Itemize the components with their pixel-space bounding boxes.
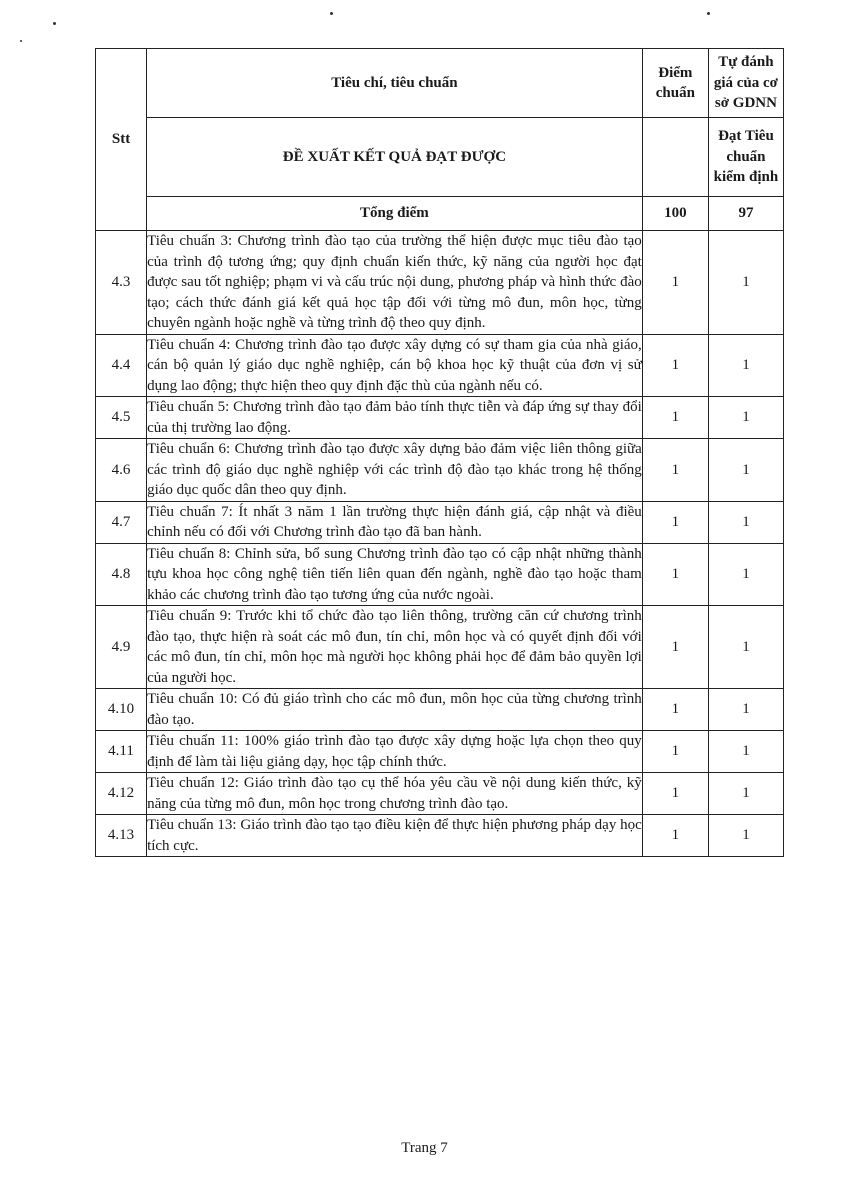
table-row bbox=[96, 731, 784, 773]
scan-speck bbox=[330, 12, 333, 15]
page-number: Trang 7 bbox=[401, 1140, 448, 1156]
row-self-score: 1 bbox=[708, 231, 783, 335]
row-self-score: 1 bbox=[708, 773, 783, 815]
criteria-rows bbox=[96, 231, 784, 857]
scan-speck bbox=[707, 12, 710, 15]
row-standard-score: 1 bbox=[642, 815, 708, 857]
table-row bbox=[96, 689, 784, 731]
table-row bbox=[96, 397, 784, 439]
row-standard-score: 1 bbox=[642, 397, 708, 439]
table-row bbox=[96, 606, 784, 689]
row-self-score: 1 bbox=[708, 334, 783, 397]
scan-speck bbox=[20, 40, 22, 42]
row-stt: 4.10 bbox=[96, 689, 147, 731]
row-stt: 4.3 bbox=[96, 231, 147, 335]
header-standard-score: Điểm chuẩn bbox=[642, 49, 708, 118]
row-criterion-text: Tiêu chuẩn 4: Chương trình đào tạo được xây dựng có sự tham gia của nhà giáo, cán bộ quản lý giáo dục nghề nghiệp, cán bộ khoa học kỹ thuật của đơn vị sử dụng lao động; thực hiện theo quy định đặc thù của ngành nếu có. bbox=[147, 334, 643, 397]
row-criterion-text: Tiêu chuẩn 12: Giáo trình đào tạo cụ thể hóa yêu cầu về nội dung kiến thức, kỹ năng của từng mô đun, môn học trong chương trình đào tạo. bbox=[147, 773, 643, 815]
header-self-assessment: Tự đánh giá của cơ sở GDNN bbox=[708, 49, 783, 118]
row-standard-score: 1 bbox=[642, 334, 708, 397]
row-standard-score: 1 bbox=[642, 501, 708, 543]
row-criterion-text: Tiêu chuẩn 10: Có đủ giáo trình cho các mô đun, môn học của từng chương trình đào tạo. bbox=[147, 689, 643, 731]
row-criterion-text: Tiêu chuẩn 8: Chỉnh sửa, bổ sung Chương trình đào tạo có cập nhật những thành tựu khoa học công nghệ tiên tiến liên quan đến ngành, nghề đào tạo hoặc tham khảo các chương trình đào tạo tương ứng của nước ngoài. bbox=[147, 543, 643, 606]
row-self-score: 1 bbox=[708, 606, 783, 689]
table-row bbox=[96, 773, 784, 815]
row-self-score: 1 bbox=[708, 501, 783, 543]
total-self-score: 97 bbox=[708, 197, 783, 231]
row-standard-score: 1 bbox=[642, 439, 708, 502]
row-stt: 4.13 bbox=[96, 815, 147, 857]
row-criterion-text: Tiêu chuẩn 6: Chương trình đào tạo được xây dựng bảo đảm việc liên thông giữa các trình độ giáo dục nghề nghiệp với các trình độ đào tạo khác trong hệ thống giáo dục quốc dân theo quy định. bbox=[147, 439, 643, 502]
row-stt: 4.12 bbox=[96, 773, 147, 815]
header-empty-cell bbox=[642, 118, 708, 197]
row-stt: 4.7 bbox=[96, 501, 147, 543]
table-row bbox=[96, 501, 784, 543]
row-self-score: 1 bbox=[708, 397, 783, 439]
total-label: Tổng điểm bbox=[147, 197, 643, 231]
scan-speck bbox=[53, 22, 56, 25]
row-standard-score: 1 bbox=[642, 231, 708, 335]
row-self-score: 1 bbox=[708, 439, 783, 502]
header-proposal: ĐỀ XUẤT KẾT QUẢ ĐẠT ĐƯỢC bbox=[147, 118, 643, 197]
row-stt: 4.6 bbox=[96, 439, 147, 502]
row-standard-score: 1 bbox=[642, 606, 708, 689]
row-stt: 4.5 bbox=[96, 397, 147, 439]
row-stt: 4.9 bbox=[96, 606, 147, 689]
row-criterion-text: Tiêu chuẩn 3: Chương trình đào tạo của trường thể hiện được mục tiêu đào tạo của trình độ tương ứng; quy định chuẩn kiến thức, kỹ năng của người học đạt được sau tốt nghiệp; phạm vi và cấu trúc nội dung, phương pháp và hình thức đào tạo; cách thức đánh giá kết quả học tập đối với từng mô đun, môn học, từng chuyên ngành hoặc nghề và từng trình độ theo quy định. bbox=[147, 231, 643, 335]
table-row bbox=[96, 334, 784, 397]
row-criterion-text: Tiêu chuẩn 5: Chương trình đào tạo đảm bảo tính thực tiễn và đáp ứng sự thay đổi của thị trường lao động. bbox=[147, 397, 643, 439]
row-stt: 4.4 bbox=[96, 334, 147, 397]
row-standard-score: 1 bbox=[642, 543, 708, 606]
row-criterion-text: Tiêu chuẩn 13: Giáo trình đào tạo tạo điều kiện để thực hiện phương pháp dạy học tích cực. bbox=[147, 815, 643, 857]
row-criterion-text: Tiêu chuẩn 7: Ít nhất 3 năm 1 lần trường thực hiện đánh giá, cập nhật và điều chỉnh nếu có đối với Chương trình đào tạo đã ban hành. bbox=[147, 501, 643, 543]
total-standard-score: 100 bbox=[642, 197, 708, 231]
row-stt: 4.8 bbox=[96, 543, 147, 606]
table-row bbox=[96, 543, 784, 606]
row-stt: 4.11 bbox=[96, 731, 147, 773]
row-self-score: 1 bbox=[708, 731, 783, 773]
row-self-score: 1 bbox=[708, 543, 783, 606]
row-criterion-text: Tiêu chuẩn 11: 100% giáo trình đào tạo được xây dựng hoặc lựa chọn theo quy định để làm tài liệu giảng dạy, học tập chính thức. bbox=[147, 731, 643, 773]
row-self-score: 1 bbox=[708, 689, 783, 731]
header-stt: Stt bbox=[96, 49, 147, 231]
header-criteria: Tiêu chí, tiêu chuẩn bbox=[147, 49, 643, 118]
row-criterion-text: Tiêu chuẩn 9: Trước khi tổ chức đào tạo liên thông, trường căn cứ chương trình đào tạo, thực hiện rà soát các mô đun, tín chỉ, môn học và có quyết định đối với các mô đun, tín chỉ, môn học mà người học không phải học để đảm bảo quyền lợi của người học. bbox=[147, 606, 643, 689]
row-self-score: 1 bbox=[708, 815, 783, 857]
row-standard-score: 1 bbox=[642, 773, 708, 815]
row-standard-score: 1 bbox=[642, 731, 708, 773]
table-row bbox=[96, 231, 784, 335]
row-standard-score: 1 bbox=[642, 689, 708, 731]
table-row bbox=[96, 439, 784, 502]
criteria-table bbox=[95, 48, 784, 857]
header-achieved: Đạt Tiêu chuẩn kiểm định bbox=[708, 118, 783, 197]
table-row bbox=[96, 815, 784, 857]
